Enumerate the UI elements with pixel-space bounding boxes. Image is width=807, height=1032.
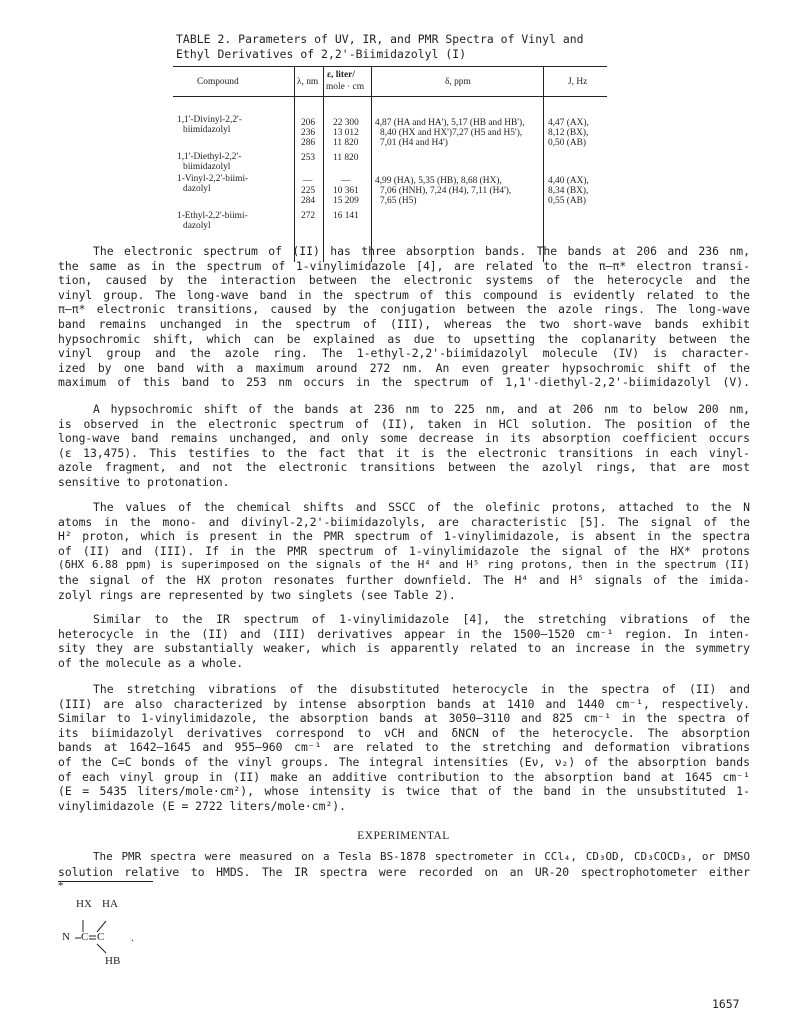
paragraph <box>58 244 750 390</box>
text-line: A hypsochromic shift of the bands at 236 nm to 225 nm, and at 206 nm to below 200 nm, <box>93 402 750 416</box>
proton-hb-label: HB <box>105 955 121 967</box>
table-cell-lambda: — <box>303 176 313 186</box>
text-line: azole fragment, and not the electronic transitions between the azolyl rings, that are most <box>58 460 750 475</box>
text-line: sity they are substantially weaker, which is apparently related to an increase in the symmetry <box>58 641 750 656</box>
table-cell-epsilon: 11 820 <box>333 153 359 163</box>
table-cell-lambda: 225 <box>301 186 316 196</box>
table-cell-epsilon: 16 141 <box>333 211 359 221</box>
header-epsilon-unit: mole · cm <box>326 82 365 92</box>
table-cell-delta: 7,01 (H4 and H4') <box>380 138 448 148</box>
text-line: of (II) and (III). If in the PMR spectrum of 1-vinylimidazole the signal of the HX* protons <box>58 543 750 558</box>
table-cell-epsilon: 13 012 <box>333 128 359 138</box>
text-line: The electronic spectrum of (II) has three absorption bands. The bands at 206 and 236 nm, <box>93 244 750 258</box>
paragraph <box>58 500 750 602</box>
table-cell-lambda: 286 <box>301 138 316 148</box>
text-line: of each vinyl group in (II) make an additive contribution to the absorption band at 1645 cm⁻¹ <box>58 769 750 784</box>
table-caption-line: TABLE 2. Parameters of UV, IR, and PMR Spectra of Vinyl and <box>176 32 584 46</box>
paragraph <box>58 682 750 813</box>
paragraph <box>58 402 750 490</box>
table-row-compound: 1-Vinyl-2,2'-biimi- <box>177 174 249 184</box>
text-line: tion, caused by the interaction between the electronic systems of the heterocycle and the <box>58 273 750 288</box>
header-j: J, Hz <box>568 77 588 87</box>
table-cell-lambda: 284 <box>301 196 316 206</box>
text-line: (III) are also characterized by intense absorption bands at 1410 and 1440 cm⁻¹, respectively. <box>58 696 750 711</box>
table-cell-epsilon: 10 361 <box>333 186 359 196</box>
text-line: band remains unchanged in the spectrum of (III), whereas the two short-wave bands exhibit <box>58 316 750 331</box>
text-line: vinylimidazole (E = 2722 liters/mole·cm²). <box>58 798 347 813</box>
table-cell-epsilon: 22 300 <box>333 118 359 128</box>
text-line: the signal of the HX proton resonates further downfield. The H⁴ and H⁵ signals of the imida- <box>58 572 750 587</box>
text-line: The values of the chemical shifts and SSCC of the olefinic protons, attached to the N <box>93 500 750 514</box>
text-line: heterocycle in the (II) and (III) derivatives appear in the 1500–1520 cm⁻¹ region. In inten- <box>58 626 750 641</box>
text-line: maximum of this band to 253 nm occurs in the spectrum of 1,1'-diethyl-2,2'-biimidazolyl (V). <box>58 375 750 390</box>
table-cell-j: 8,34 (BX), <box>548 186 589 196</box>
table-cell-j: 8,12 (BX), <box>548 128 589 138</box>
text-line: bands at 1642–1645 and 955–960 cm⁻¹ are related to the stretching and deformation vibrations <box>58 740 750 755</box>
table-cell-lambda: 206 <box>301 118 316 128</box>
text-line: Similar to 1-vinylimidazole, the absorption bands at 3050–3110 and 825 cm⁻¹ in the spectra of <box>58 711 750 726</box>
table-cell-epsilon: — <box>341 176 351 186</box>
footnote-divider <box>58 881 153 882</box>
table-row-compound: dazolyl <box>183 184 211 194</box>
text-line: atoms in the mono- and divinyl-2,2'-biimidazolyls, are characteristic [5]. The signal of the <box>58 514 750 529</box>
text-line: long-wave band remains unchanged, and only some decrease in its absorption coefficient occurs <box>58 431 750 446</box>
table-cell-j: 4,40 (AX), <box>548 176 589 186</box>
paragraph <box>58 850 750 879</box>
header-compound: Compound <box>197 77 239 87</box>
table-cell-j: 4,47 (AX), <box>548 118 589 128</box>
carbon-label: C <box>97 931 105 943</box>
paragraph <box>58 612 750 670</box>
table-cell-delta: 7,65 (H5) <box>380 196 417 206</box>
text-line: is observed in the electronic spectrum of (II), taken in HCl solution. The position of the <box>58 416 750 431</box>
footnote-dot: . <box>131 932 134 944</box>
table-cell-delta: 8,40 (HX and HX')7,27 (H5 and H5'), <box>380 128 523 138</box>
text-line: of the C=C bonds of the vinyl groups. The integral intensities (Eν, ν₂) of the absorption bands <box>58 754 750 769</box>
table-row-compound: 1-Ethyl-2,2'-biimi- <box>177 211 248 221</box>
table-row-compound: dazolyl <box>183 221 211 231</box>
text-line: The stretching vibrations of the disubstituted heterocycle in the spectra of (II) and <box>93 682 750 696</box>
header-delta: δ, ppm <box>445 77 471 87</box>
table-cell-delta: 7,06 (HNH), 7,24 (H4), 7,11 (H4'), <box>380 186 512 196</box>
proton-hx-label: HX <box>76 898 92 910</box>
footnote-marker: * <box>58 880 64 892</box>
text-line: H² proton, which is present in the PMR spectrum of 1-vinylimidazole, is absent in the spectra <box>58 529 750 544</box>
table-cell-epsilon: 11 820 <box>333 138 359 148</box>
text-line: vinyl group. The long-wave band in the spectrum of this compound is evidently related to the <box>58 287 750 302</box>
text-line: The PMR spectra were measured on a Tesla BS-1878 spectrometer in CCl₄, CD₃OD, CD₃COCD₃, or DMSO <box>93 850 750 863</box>
proton-ha-label: HA <box>102 898 118 910</box>
table-cell-delta: 4,87 (HA and HA'), 5,17 (HB and HB'), <box>375 118 525 128</box>
text-line: its biimidazolyl derivatives correspond to νCH and δNCN of the heterocycle. The absorption <box>58 725 750 740</box>
header-epsilon: ε, liter/ <box>327 70 355 80</box>
table-row-compound: 1,1'-Diethyl-2,2'- <box>177 152 242 162</box>
table-cell-lambda: 236 <box>301 128 316 138</box>
text-line: hypsochromic shift, which can be explained as due to upsetting the coplanarity between the <box>58 331 750 346</box>
table-cell-delta: 4,99 (HA), 5,35 (HB), 8,68 (HX), <box>375 176 502 186</box>
page-number: 1657 <box>712 997 740 1011</box>
text-line: of the molecule as a whole. <box>58 655 244 670</box>
text-line: the same as in the spectrum of 1-vinylimidazole [4], are related to the π—π* electron transi- <box>58 258 750 273</box>
table-row-compound: biimidazolyl <box>183 162 231 172</box>
table-cell-j: 0,50 (AB) <box>548 138 587 148</box>
table-cell-j: 0,55 (AB) <box>548 196 587 206</box>
table-row-compound: 1,1'-Divinyl-2,2'- <box>177 115 242 125</box>
table-cell-lambda: 272 <box>301 211 316 221</box>
text-line: (δHX 6.88 ppm) is superimposed on the signals of the H⁴ and H⁵ ring protons, then in the spectrum (II) <box>58 558 750 572</box>
text-line: Similar to the IR spectrum of 1-vinylimidazole [4], the stretching vibrations of the <box>93 612 750 626</box>
text-line: (E = 5435 liters/mole·cm²), whose intensity is twice that of the band in the unsubstituted 1- <box>58 784 750 799</box>
text-line: solution relative to HMDS. The IR spectra were recorded on an UR-20 spectrophotometer either <box>58 864 750 879</box>
nitrogen-label: N <box>62 931 70 943</box>
table-cell-lambda: 253 <box>301 153 316 163</box>
header-lambda: λ, nm <box>297 77 319 87</box>
text-line: zolyl rings are represented by two singlets (see Table 2). <box>58 587 456 602</box>
section-heading: EXPERIMENTAL <box>357 830 450 842</box>
table-caption-line: Ethyl Derivatives of 2,2'-Biimidazolyl (I) <box>176 47 467 61</box>
carbon-label: C <box>81 931 89 943</box>
text-line: vinyl group and the azole ring. The 1-ethyl-2,2'-biimidazolyl molecule (IV) is character- <box>58 346 750 361</box>
text-line: π—π* electronic transitions, caused by the conjugation between the azole rings. The long-wave <box>58 302 750 317</box>
text-line: (ε 13,475). This testifies to the fact that it is the electronic transitions in each vinyl- <box>58 445 750 460</box>
table-row-compound: biimidazolyl <box>183 125 231 135</box>
text-line: sensitive to protonation. <box>58 474 230 489</box>
table-caption <box>176 32 584 62</box>
table-cell-epsilon: 15 209 <box>333 196 359 206</box>
text-line: ized by one band with a maximum around 272 nm. An even greater hypsochromic shift of the <box>58 360 750 375</box>
